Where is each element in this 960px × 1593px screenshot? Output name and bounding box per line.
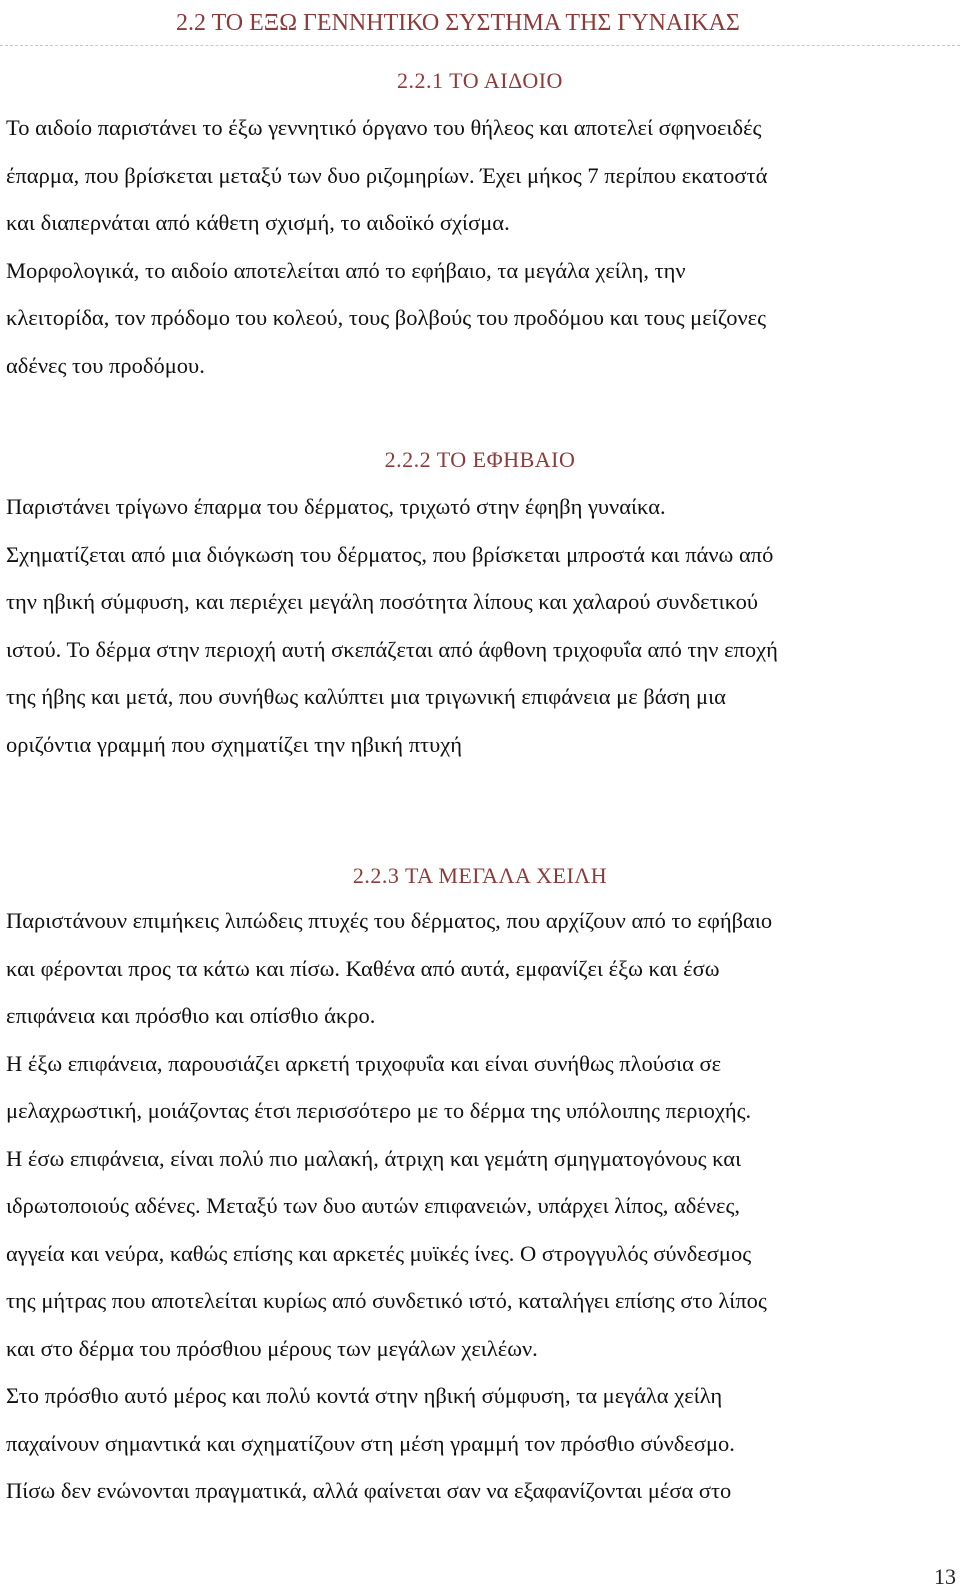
text-line: την ηβική σύμφυση, και περιέχει μεγάλη ποσότητα λίπους και χαλαρού συνδετικού — [6, 589, 758, 614]
text-line: έπαρμα, που βρίσκεται μεταξύ των δυο ριζομηρίων. Έχει μήκος 7 περίπου εκατοστά — [6, 162, 768, 188]
text-line: Η έσω επιφάνεια, είναι πολύ πιο μαλακή, άτριχη και γεμάτη σμηγματογόνους και — [6, 1145, 742, 1171]
text-line: Πίσω δεν ενώνονται πραγματικά, αλλά φαίνεται σαν να εξαφανίζονται μέσα στο — [6, 1478, 732, 1503]
text-line: αδένες του προδόμου. — [6, 352, 205, 378]
text-line: Το αιδοίο παριστάνει το έξω γεννητικό όργανο του θήλεος και αποτελεί σφηνοειδές — [6, 115, 762, 140]
section-body-efhvaio — [6, 483, 956, 768]
text-line: ιδρωτοποιούς αδένες. Μεταξύ των δυο αυτών επιφανειών, υπάρχει λίπος, αδένες, — [6, 1193, 741, 1218]
text-line: Παριστάνουν επιμήκεις λιπώδεις πτυχές του δέρματος, που αρχίζουν από το εφήβαιο — [6, 908, 773, 933]
text-line: παχαίνουν σημαντικά και σχηματίζουν στη μέση γραμμή τον πρόσθιο σύνδεσμο. — [6, 1430, 735, 1456]
text-line: Μορφολογικά, το αιδοίο αποτελείται από το εφήβαιο, τα μεγάλα χείλη, την — [6, 257, 686, 283]
section-heading-megala-xeili: 2.2.3 ΤΑ ΜΕΓΑΛΑ ΧΕΙΛΗ — [352, 863, 608, 888]
text-line: κλειτορίδα, τον πρόδομο του κολεού, τους βολβούς του προδόμου και τους μείζονες — [6, 305, 767, 330]
section-body-megala-xeili — [6, 897, 956, 1515]
text-line: Σχηματίζεται από μια διόγκωση του δέρματος, που βρίσκεται μπροστά και πάνω από — [6, 541, 774, 567]
text-line: επιφάνεια και πρόσθιο και οπίσθιο άκρο. — [6, 1003, 376, 1028]
page-number: 13 — [934, 1564, 956, 1589]
text-line: και διαπερνάται από κάθετη σχισμή, το αιδοϊκό σχίσμα. — [6, 210, 510, 235]
text-line: ιστού. Το δέρμα στην περιοχή αυτή σκεπάζεται από άφθονη τριχοφυΐα από την εποχή — [6, 636, 778, 662]
text-line: αγγεία και νεύρα, καθώς επίσης και αρκετές μυϊκές ίνες. Ο στρογγυλός σύνδεσμος — [6, 1240, 752, 1266]
text-line: Παριστάνει τρίγωνο έπαρμα του δέρματος, τριχωτό στην έφηβη γυναίκα. — [6, 494, 666, 519]
section-body-aidoio — [6, 104, 956, 389]
text-line: της ήβης και μετά, που συνήθως καλύπτει μια τριγωνική επιφάνεια με βάση μια — [6, 684, 726, 709]
text-line: και στο δέρμα του πρόσθιου μέρους των μεγάλων χειλέων. — [6, 1335, 538, 1361]
text-line: οριζόντια γραμμή που σχηματίζει την ηβική πτυχή — [6, 731, 462, 757]
text-line: και φέρονται προς τα κάτω και πίσω. Καθένα από αυτά, εμφανίζει έξω και έσω — [6, 955, 720, 981]
text-line: Η έξω επιφάνεια, παρουσιάζει αρκετή τριχοφυΐα και είναι συνήθως πλούσια σε — [6, 1050, 722, 1076]
chapter-title: 2.2 ΤΟ ΕΞΩ ΓΕΝΝΗΤΙΚΟ ΣΥΣΤΗΜΑ ΤΗΣ ΓΥΝΑΙΚΑΣ — [176, 10, 740, 36]
title-divider — [0, 45, 960, 46]
section-heading-efhvaio: 2.2.2 ΤΟ ΕΦΗΒΑΙΟ — [384, 447, 576, 472]
text-line: της μήτρας που αποτελείται κυρίως από συνδετικό ιστό, καταλήγει επίσης στο λίπος — [6, 1288, 767, 1313]
text-line: μελαχρωστική, μοιάζοντας έτσι περισσότερο με το δέρμα της υπόλοιπης περιοχής. — [6, 1098, 752, 1123]
text-line: Στο πρόσθιο αυτό μέρος και πολύ κοντά στην ηβική σύμφυση, τα μεγάλα χείλη — [6, 1383, 723, 1408]
section-heading-aidoio: 2.2.1 ΤΟ ΑΙΔΟΙΟ — [397, 68, 563, 93]
